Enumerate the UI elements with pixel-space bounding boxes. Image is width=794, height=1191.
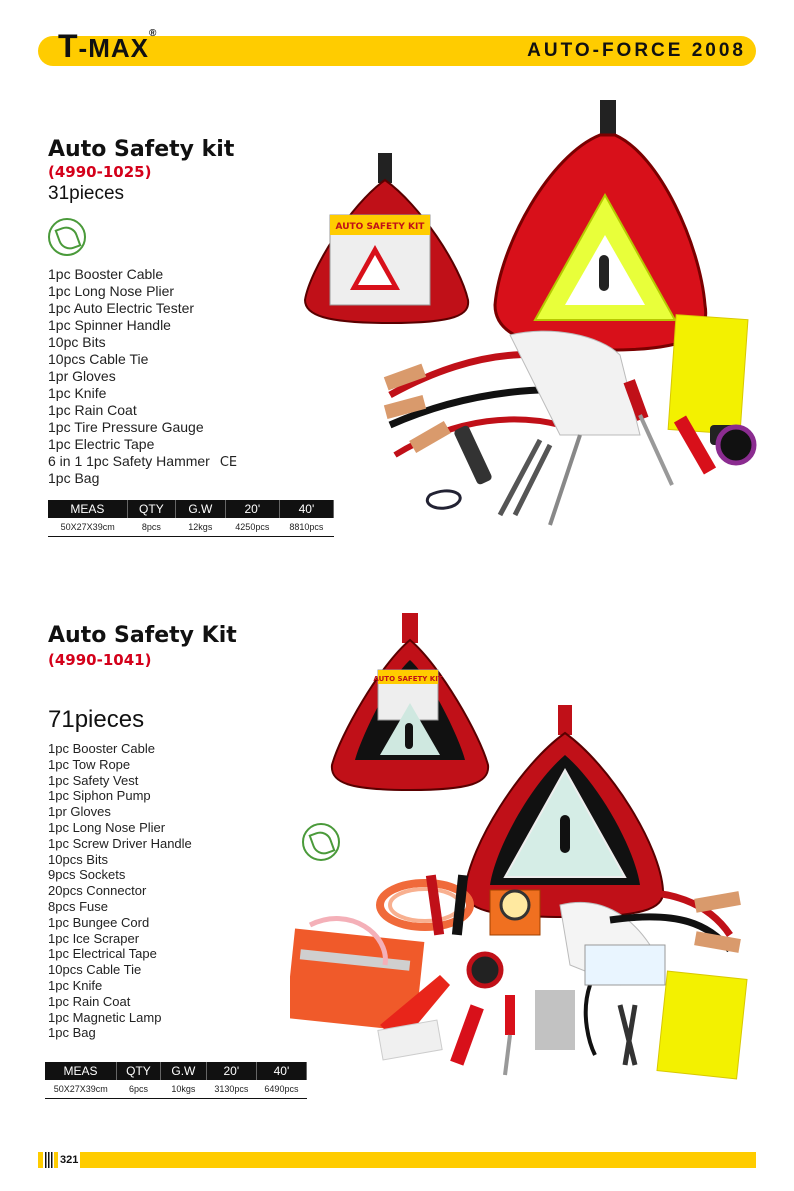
product1-spec-table (48, 500, 334, 537)
list-item: 20pcs Connector (48, 883, 147, 899)
spec-header-qty: QTY (117, 1062, 161, 1080)
list-item: 1pc Electric Tape (48, 436, 155, 452)
list-item: 9pcs Sockets (48, 867, 126, 883)
product2-photo (290, 605, 760, 1080)
list-item: 1pc Tire Pressure Gauge (48, 419, 204, 435)
spec-header-40ft: 40' (256, 1062, 306, 1080)
spec-gw: 12kgs (175, 518, 225, 537)
product2-pieces: 71pieces (48, 706, 145, 733)
product2-title: Auto Safety Kit (48, 623, 237, 648)
page-marker-icon (38, 1152, 54, 1168)
product1-code: (4990-1025) (48, 163, 152, 181)
spec-header-meas: MEAS (48, 500, 127, 518)
spec-20ft: 3130pcs (206, 1080, 256, 1099)
tmax-logo-icon: T (58, 28, 79, 64)
list-item: 1pc Knife (48, 977, 103, 993)
spec-qty: 8pcs (127, 518, 175, 537)
list-item: 1pc Siphon Pump (48, 788, 151, 804)
list-item: 1pc Booster Cable (48, 266, 164, 282)
spec-header-meas: MEAS (45, 1062, 117, 1080)
list-item: 10pcs Cable Tie (48, 962, 142, 978)
spec-header-40ft: 40' (279, 500, 333, 518)
product1-item-list (48, 266, 237, 487)
list-item: 10pc Bits (48, 334, 106, 350)
spec-header-qty: QTY (127, 500, 175, 518)
list-item: 1pc Bag (48, 470, 100, 486)
product2-spec-table (45, 1062, 307, 1099)
spec-40ft: 8810pcs (279, 518, 333, 537)
list-item: 1pc Screw Driver Handle (48, 835, 192, 851)
spec-value-row (45, 1080, 307, 1099)
spec-header-gw: G.W (175, 500, 225, 518)
spec-40ft: 6490pcs (256, 1080, 306, 1099)
list-item: 1pc Bungee Cord (48, 914, 150, 930)
tmax-logo: T-MAX® (58, 28, 158, 64)
product2-bag-label: AUTO SAFETY KIT (373, 675, 443, 683)
list-item: 1pc Rain Coat (48, 993, 131, 1009)
list-item: 10pcs Bits (48, 851, 108, 867)
spec-meas: 50X27X39cm (48, 518, 127, 537)
list-item: 1pc Ice Scraper (48, 930, 140, 946)
list-item: 1pc Long Nose Plier (48, 283, 175, 299)
spec-meas: 50X27X39cm (45, 1080, 117, 1099)
product1-pieces: 31pieces (48, 183, 125, 204)
spec-qty: 6pcs (117, 1080, 161, 1099)
list-item: 1pr Gloves (48, 368, 116, 384)
page-number: 321 (60, 1154, 79, 1166)
spec-header-20ft: 20' (206, 1062, 256, 1080)
product1-title: Auto Safety kit (48, 137, 235, 162)
list-item: 1pc Booster Cable (48, 741, 155, 756)
list-item: 6 in 1 1pc Safety Hammer CE (48, 453, 238, 470)
list-item: 1pc Bag (48, 1025, 96, 1041)
footer-bar (38, 1152, 756, 1168)
list-item: 1pc Magnetic Lamp (48, 1009, 162, 1025)
catalog-title: AUTO-FORCE 2008 (527, 40, 746, 61)
list-item: 1pc Tow Rope (48, 756, 131, 772)
spec-header-gw: G.W (160, 1062, 206, 1080)
eco-badge-icon (48, 218, 86, 256)
spec-value-row (48, 518, 334, 537)
product2-item-list (48, 741, 192, 1041)
list-item: 1pc Long Nose Plier (48, 819, 166, 835)
list-item: 8pcs Fuse (48, 898, 108, 914)
ce-mark-icon: CE (219, 455, 238, 470)
spec-header-20ft: 20' (225, 500, 279, 518)
list-item: 1pc Safety Vest (48, 772, 139, 788)
list-item: 1pc Spinner Handle (48, 317, 171, 333)
list-item: 1pc Electrical Tape (48, 946, 157, 962)
product1-photo (300, 95, 760, 535)
list-item: 10pcs Cable Tie (48, 351, 149, 367)
product2-code: (4990-1041) (48, 651, 152, 669)
list-item: 1pc Knife (48, 385, 107, 401)
list-item: 1pc Rain Coat (48, 402, 137, 418)
spec-gw: 10kgs (160, 1080, 206, 1099)
spec-header-row (45, 1062, 307, 1080)
list-item: 1pc Auto Electric Tester (48, 300, 195, 316)
list-item: 1pr Gloves (48, 804, 111, 820)
product1-bag-label: AUTO SAFETY KIT (335, 222, 425, 232)
spec-20ft: 4250pcs (225, 518, 279, 537)
spec-header-row (48, 500, 334, 518)
